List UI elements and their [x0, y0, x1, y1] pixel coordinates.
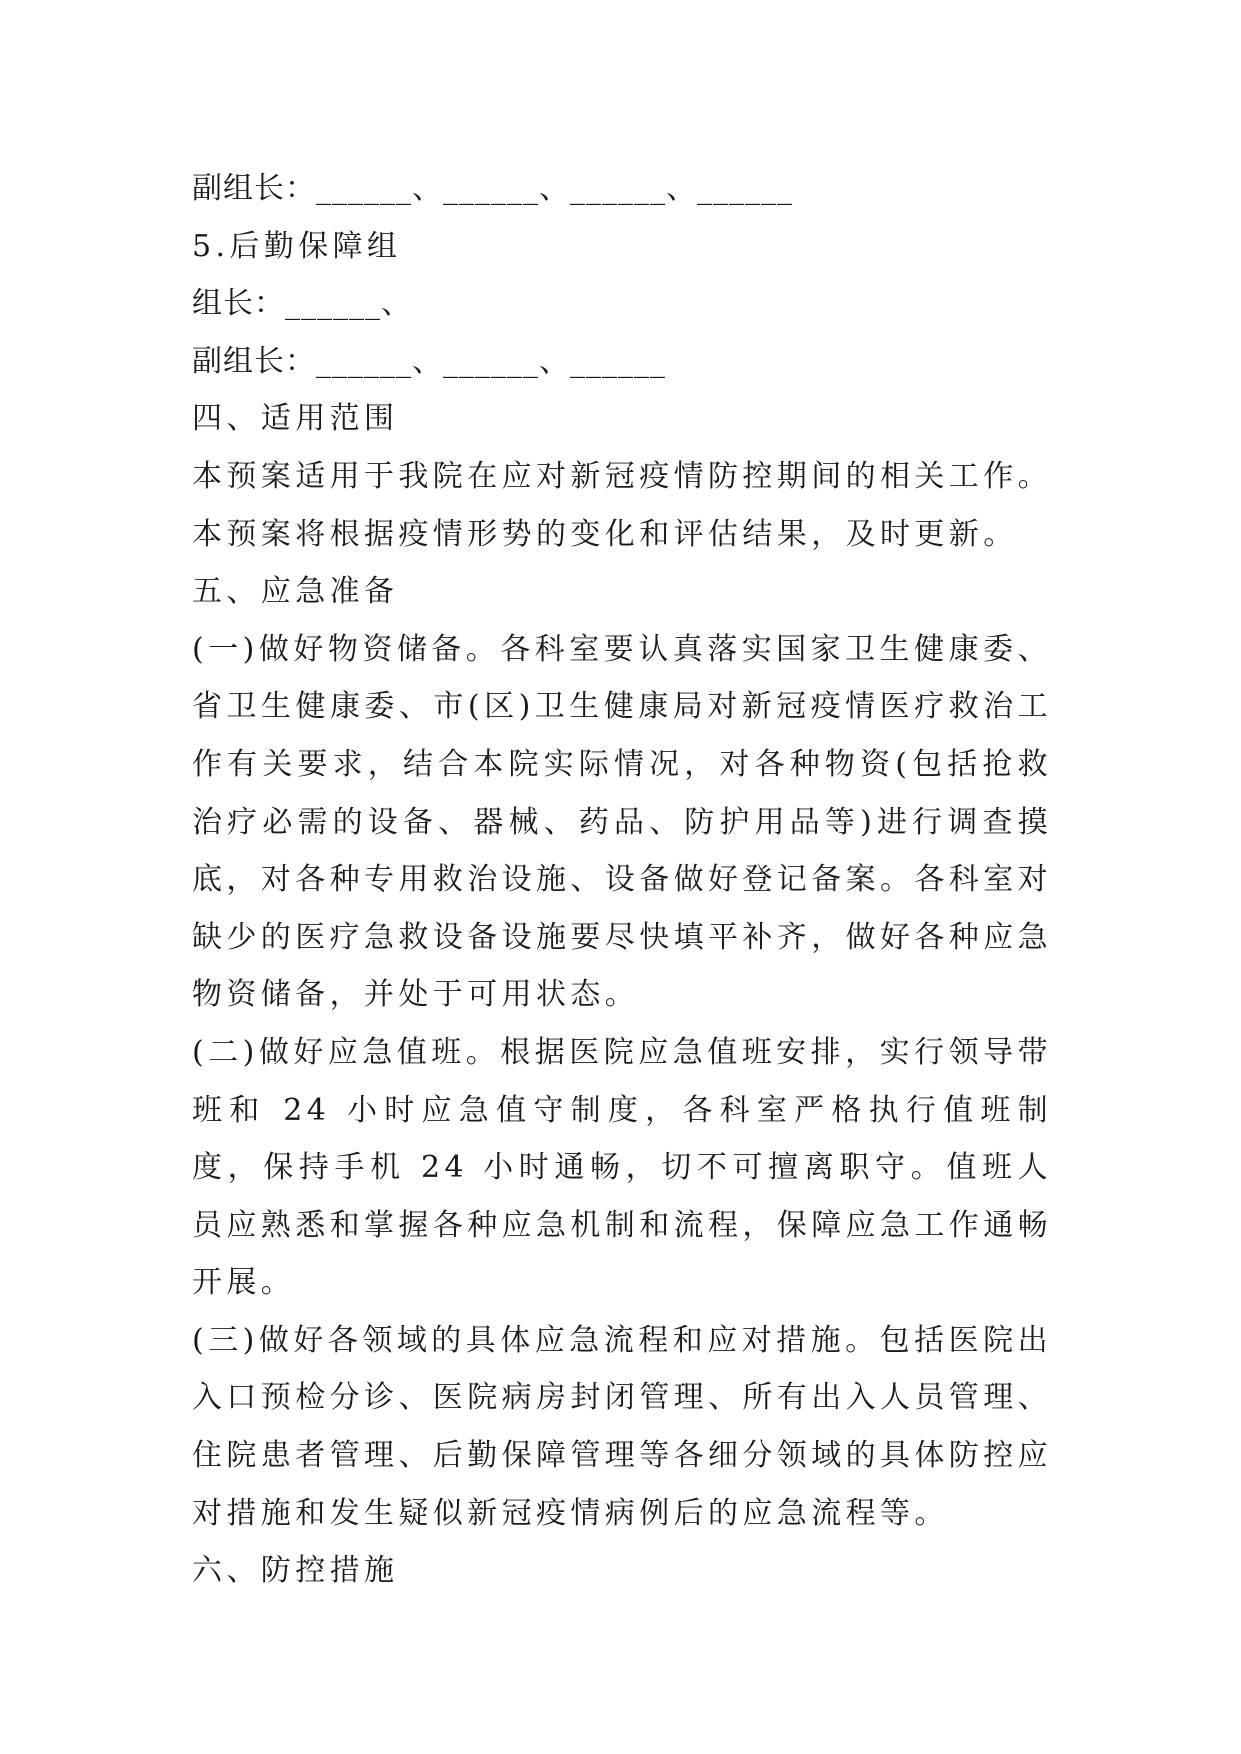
vice-leader-line-2: 副组长：______、______、______	[192, 343, 666, 379]
procedures-paragraph: (三)做好各领域的具体应急流程和应对措施。包括医院出入口预检分诊、医院病房封闭管理、所有出入人员管理、住院患者管理、后勤保障管理等各细分领域的具体防控应对措施和发生疑似新冠疫情病例后的应急流程等。	[192, 1322, 1052, 1531]
section-heading-preparation: 五、应急准备	[192, 574, 399, 610]
leader-line: 组长：______、	[192, 286, 412, 322]
scope-paragraph: 本预案适用于我院在应对新冠疫情防控期间的相关工作。本预案将根据疫情形势的变化和评估结果，及时更新。	[192, 458, 1052, 552]
supplies-paragraph: (一)做好物资储备。各科室要认真落实国家卫生健康委、省卫生健康委、市(区)卫生健康局对新冠疫情医疗救治工作有关要求，结合本院实际情况，对各种物资(包括抢救治疗必需的设备、器械、药品、防护用品等)进行调查摸底，对各种专用救治设施、设备做好登记备案。各科室对缺少的医疗急救设备设施要尽快填平补齐，做好各种应急物资储备，并处于可用状态。	[192, 631, 1052, 1013]
section-heading-scope: 四、适用范围	[192, 401, 399, 437]
document-page	[192, 160, 1052, 1600]
logistics-group-heading: 5.后勤保障组	[192, 228, 402, 264]
section-heading-measures: 六、防控措施	[192, 1553, 399, 1589]
duty-paragraph: (二)做好应急值班。根据医院应急值班安排，实行领导带班和 24 小时应急值守制度，各科室严格执行值班制度，保持手机 24 小时通畅，切不可擅离职守。值班人员应熟悉和掌握各种应急机制和流程，保障应急工作通畅开展。	[192, 1034, 1052, 1301]
vice-leader-line: 副组长：______、______、______、______	[192, 171, 793, 206]
